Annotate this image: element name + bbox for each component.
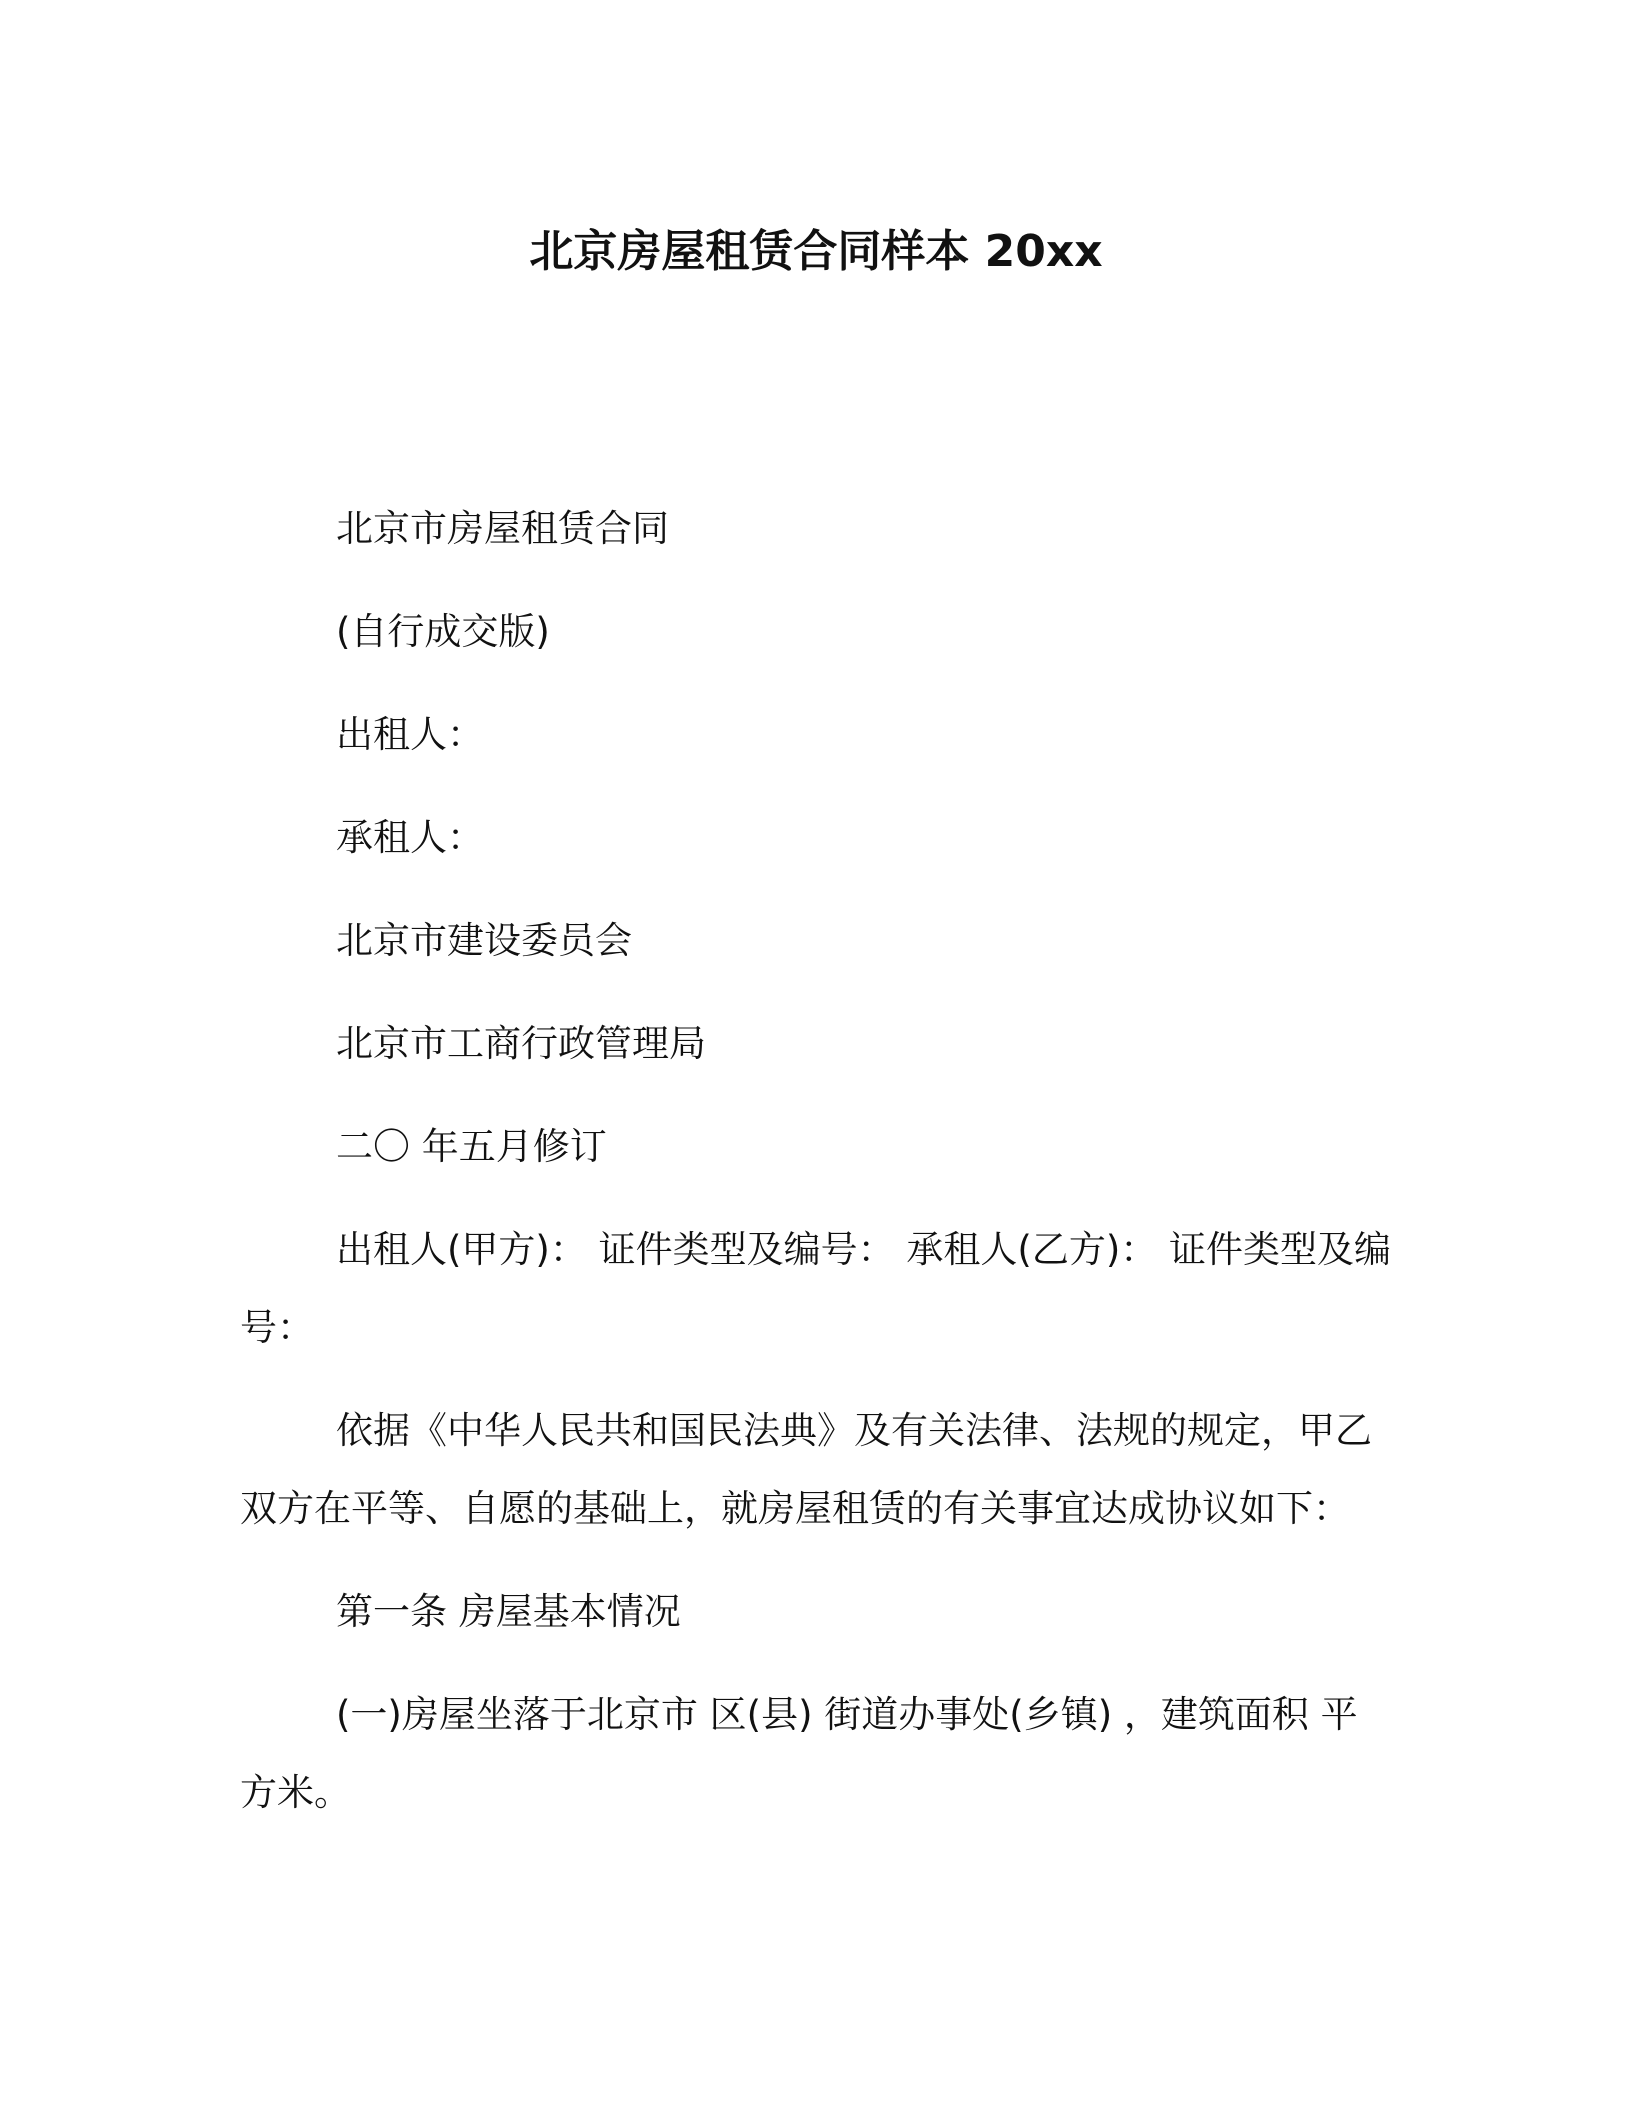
paragraph-construction-committee: 北京市建设委员会 [336,919,632,962]
paragraph-revision-date: 二〇 年五月修订 [336,1125,607,1168]
paragraph-legal-basis: 依据《中华人民共和国民法典》及有关法律、法规的规定，甲乙双方在平等、自愿的基础上，就房屋租赁的有关事宜达成协议如下： [240,1409,1372,1530]
paragraph-lessee: 承租人： [336,816,484,859]
paragraph-parties: 出租人(甲方)： 证件类型及编号： 承租人(乙方)： 证件类型及编号： [240,1228,1392,1349]
document-title: 北京房屋租赁合同样本 20xx [529,226,1103,277]
paragraph-location: (一)房屋坐落于北京市 区(县) 街道办事处(乡镇) ，建筑面积 平方米。 [240,1693,1358,1814]
paragraph-lessor: 出租人： [336,713,484,756]
document-body [240,490,1392,1857]
paragraph-commerce-bureau: 北京市工商行政管理局 [336,1022,706,1065]
paragraph-article-one: 第一条 房屋基本情况 [336,1590,681,1633]
paragraph-contract-name: 北京市房屋租赁合同 [336,507,669,550]
paragraph-edition: (自行成交版) [336,610,550,653]
